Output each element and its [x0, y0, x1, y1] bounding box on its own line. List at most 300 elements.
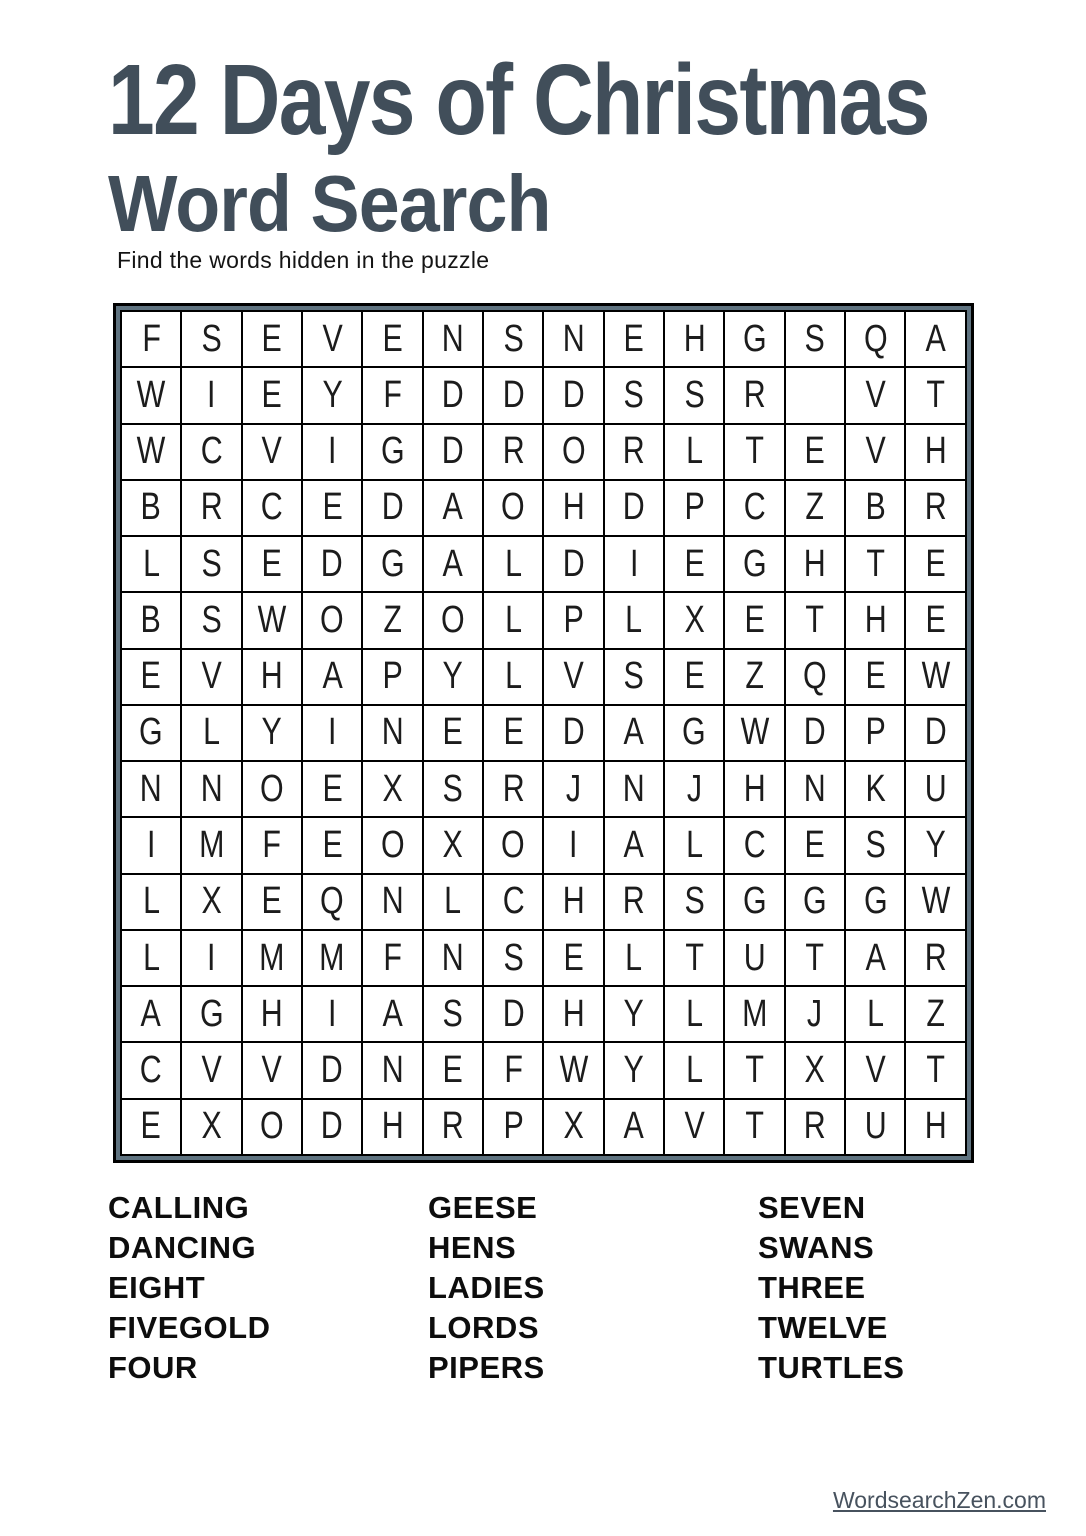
grid-letter: S	[503, 317, 524, 360]
grid-letter: Y	[442, 655, 464, 698]
grid-cell	[604, 761, 664, 817]
grid-letter: Y	[261, 711, 282, 754]
grid-cell	[664, 311, 724, 367]
grid-letter: T	[745, 430, 764, 473]
grid-letter: T	[684, 936, 704, 979]
grid-row	[121, 311, 966, 367]
grid-cell	[181, 705, 241, 761]
grid-cell	[302, 480, 362, 536]
grid-cell	[604, 311, 664, 367]
grid-cell	[543, 817, 603, 873]
word-list-column	[108, 1188, 428, 1388]
grid-letter: E	[322, 824, 343, 867]
grid-cell	[845, 705, 905, 761]
grid-cell	[845, 424, 905, 480]
grid-letter: W	[740, 711, 769, 754]
grid-letter: R	[200, 486, 223, 529]
grid-cell	[121, 592, 181, 648]
grid-letter: L	[685, 430, 703, 473]
grid-letter: N	[441, 317, 464, 360]
grid-letter: L	[142, 880, 160, 923]
grid-letter: N	[381, 880, 404, 923]
grid-cell	[905, 930, 966, 986]
grid-letter: S	[201, 317, 222, 360]
grid-row	[121, 1042, 966, 1098]
grid-cell	[664, 1099, 724, 1155]
grid-letter: A	[623, 711, 645, 754]
grid-letter: O	[501, 824, 526, 867]
grid-letter: O	[501, 486, 526, 529]
grid-cell	[181, 817, 241, 873]
grid-row	[121, 930, 966, 986]
grid-cell	[302, 874, 362, 930]
word-list-item: LORDS	[428, 1310, 539, 1345]
grid-cell	[664, 986, 724, 1042]
grid-letter: S	[201, 598, 222, 641]
grid-letter: O	[380, 824, 405, 867]
grid-letter: C	[743, 824, 766, 867]
grid-letter: I	[207, 936, 216, 979]
grid-cell	[181, 536, 241, 592]
grid-letter: V	[563, 655, 584, 698]
grid-cell	[845, 874, 905, 930]
grid-cell	[785, 480, 845, 536]
grid-cell	[664, 705, 724, 761]
grid-cell	[483, 367, 543, 423]
grid-cell	[302, 930, 362, 986]
grid-letter: H	[803, 542, 826, 585]
grid-cell	[302, 817, 362, 873]
grid-letter: I	[327, 711, 337, 754]
grid-cell	[121, 367, 181, 423]
grid-letter: E	[141, 655, 162, 698]
grid-letter: X	[804, 1049, 826, 1092]
grid-cell	[905, 1042, 966, 1098]
grid-row	[121, 874, 966, 930]
grid-row	[121, 817, 966, 873]
grid-letter: L	[685, 992, 703, 1035]
grid-cell	[785, 536, 845, 592]
grid-cell	[724, 986, 784, 1042]
word-list-item: FOUR	[108, 1350, 198, 1385]
grid-cell	[724, 480, 784, 536]
grid-cell	[845, 817, 905, 873]
grid-letter: V	[865, 373, 886, 416]
grid-letter: D	[321, 542, 344, 585]
grid-cell	[543, 592, 603, 648]
grid-letter: A	[382, 992, 403, 1035]
grid-cell	[724, 367, 784, 423]
grid-letter: E	[442, 1049, 464, 1092]
grid-cell	[845, 311, 905, 367]
grid-letter: S	[442, 992, 464, 1035]
grid-letter: X	[684, 598, 705, 641]
grid-cell	[785, 986, 845, 1042]
grid-letter: H	[743, 767, 766, 810]
grid-cell	[604, 986, 664, 1042]
grid-letter: W	[136, 430, 166, 473]
grid-cell	[362, 874, 422, 930]
grid-letter: N	[803, 767, 826, 810]
grid-cell	[423, 649, 483, 705]
grid-letter: L	[444, 880, 462, 923]
grid-letter: J	[686, 767, 702, 810]
grid-cell	[181, 592, 241, 648]
grid-letter: Y	[322, 373, 343, 416]
grid-cell	[905, 536, 966, 592]
grid-letter: V	[261, 1049, 282, 1092]
grid-cell	[483, 705, 543, 761]
grid-cell	[724, 705, 784, 761]
grid-letter: I	[146, 824, 156, 867]
grid-letter: D	[381, 486, 404, 529]
grid-letter: J	[565, 767, 582, 810]
grid-letter: C	[140, 1049, 163, 1092]
grid-cell	[785, 1042, 845, 1098]
grid-letter: C	[200, 430, 223, 473]
grid-letter: A	[623, 1105, 645, 1148]
grid-letter: B	[865, 486, 886, 529]
grid-cell	[362, 761, 422, 817]
grid-letter: M	[319, 936, 345, 979]
word-list-item: TURTLES	[758, 1350, 905, 1385]
grid-letter: E	[141, 1105, 162, 1148]
grid-letter: I	[207, 373, 216, 416]
grid-cell	[543, 480, 603, 536]
grid-cell	[785, 311, 845, 367]
grid-letter: G	[863, 880, 888, 923]
grid-letter: N	[562, 317, 585, 360]
grid-letter: H	[924, 430, 947, 473]
grid-cell	[724, 649, 784, 705]
grid-cell	[242, 367, 302, 423]
grid-letter: H	[683, 317, 706, 360]
grid-cell	[785, 930, 845, 986]
grid-letter: N	[200, 767, 223, 810]
grid-letter: S	[623, 373, 645, 416]
grid-row	[121, 367, 966, 423]
grid-cell	[604, 930, 664, 986]
grid-cell	[543, 424, 603, 480]
grid-cell	[121, 649, 181, 705]
grid-letter: D	[562, 542, 585, 585]
grid-letter: R	[622, 880, 645, 923]
grid-cell	[905, 311, 966, 367]
grid-cell	[785, 705, 845, 761]
word-list-item: DANCING	[108, 1230, 257, 1265]
grid-cell	[604, 874, 664, 930]
grid-letter: U	[924, 767, 947, 810]
grid-letter: T	[745, 1049, 764, 1092]
grid-letter: I	[569, 824, 578, 867]
grid-letter: G	[199, 992, 224, 1035]
grid-letter: N	[622, 767, 645, 810]
grid-cell	[423, 817, 483, 873]
grid-letter: V	[865, 430, 886, 473]
grid-letter: M	[198, 824, 225, 867]
grid-cell	[302, 536, 362, 592]
grid-cell	[543, 649, 603, 705]
grid-letter: I	[327, 430, 337, 473]
grid-letter: M	[741, 992, 768, 1035]
grid-cell	[423, 424, 483, 480]
grid-cell	[664, 1042, 724, 1098]
grid-cell	[302, 424, 362, 480]
grid-letter: L	[504, 655, 522, 698]
word-search-grid	[113, 303, 974, 1163]
grid-letter: H	[562, 992, 585, 1035]
grid-letter: O	[561, 430, 586, 473]
grid-letter: D	[562, 373, 585, 416]
grid-letter: L	[625, 936, 643, 979]
grid-letter: U	[743, 936, 766, 979]
grid-cell	[302, 761, 362, 817]
grid-letter: O	[320, 598, 345, 641]
grid-cell	[423, 986, 483, 1042]
grid-cell	[302, 705, 362, 761]
grid-letter: G	[742, 880, 767, 923]
word-list-column	[428, 1188, 758, 1388]
grid-cell	[724, 1099, 784, 1155]
grid-cell	[785, 817, 845, 873]
grid-letter: V	[865, 1049, 886, 1092]
grid-letter: G	[742, 542, 767, 585]
grid-letter: R	[924, 486, 947, 529]
grid-cell	[845, 1042, 905, 1098]
grid-letter: W	[559, 1049, 588, 1092]
grid-letter: H	[381, 1105, 404, 1148]
grid-letter: X	[442, 824, 464, 867]
grid-cell	[724, 930, 784, 986]
grid-cell	[905, 649, 966, 705]
grid-cell	[181, 311, 241, 367]
grid-cell	[423, 311, 483, 367]
grid-cell	[242, 424, 302, 480]
grid-cell	[845, 986, 905, 1042]
word-list-item: EIGHT	[108, 1270, 206, 1305]
grid-letter: C	[743, 486, 766, 529]
grid-letter: O	[441, 598, 465, 641]
grid-letter: T	[926, 373, 946, 416]
grid-letter: D	[441, 430, 464, 473]
grid-letter: T	[866, 542, 885, 585]
grid-cell	[242, 761, 302, 817]
grid-letter: H	[924, 1105, 947, 1148]
grid-cell	[724, 817, 784, 873]
word-list-column	[758, 1188, 904, 1388]
grid-cell	[242, 592, 302, 648]
grid-letter: E	[261, 373, 282, 416]
word-grid-table	[120, 310, 967, 1156]
grid-letter: W	[136, 373, 166, 416]
grid-letter: M	[259, 936, 285, 979]
grid-cell	[242, 986, 302, 1042]
grid-letter: E	[503, 711, 524, 754]
grid-cell	[181, 480, 241, 536]
grid-letter: Q	[320, 880, 345, 923]
grid-cell	[724, 874, 784, 930]
grid-cell	[845, 761, 905, 817]
grid-letter: W	[257, 598, 287, 641]
grid-letter: E	[261, 542, 282, 585]
grid-cell	[121, 424, 181, 480]
grid-cell	[483, 592, 543, 648]
grid-cell	[664, 480, 724, 536]
grid-cell	[604, 1042, 664, 1098]
grid-cell	[604, 705, 664, 761]
grid-letter: A	[623, 824, 645, 867]
grid-cell	[362, 536, 422, 592]
grid-letter: D	[803, 711, 826, 754]
grid-letter: F	[503, 1049, 523, 1092]
grid-cell	[664, 649, 724, 705]
grid-cell	[724, 311, 784, 367]
grid-letter: E	[442, 711, 464, 754]
grid-letter: E	[804, 430, 826, 473]
grid-cell	[483, 761, 543, 817]
grid-cell	[181, 649, 241, 705]
grid-cell	[242, 480, 302, 536]
grid-cell	[121, 705, 181, 761]
grid-cell	[543, 311, 603, 367]
grid-cell	[423, 705, 483, 761]
grid-cell	[845, 367, 905, 423]
grid-letter: J	[807, 992, 823, 1035]
grid-cell	[785, 874, 845, 930]
grid-letter: U	[864, 1105, 887, 1148]
grid-letter: V	[201, 1049, 222, 1092]
grid-cell	[604, 480, 664, 536]
word-list-item: CALLING	[108, 1190, 250, 1225]
word-list-item: FIVEGOLD	[108, 1310, 271, 1345]
grid-letter: B	[141, 486, 162, 529]
grid-letter: V	[684, 1105, 705, 1148]
grid-cell	[483, 817, 543, 873]
word-list-item: LADIES	[428, 1270, 545, 1305]
grid-cell	[905, 817, 966, 873]
grid-letter: Q	[803, 655, 827, 698]
grid-letter: G	[380, 542, 405, 585]
grid-letter: Z	[926, 992, 946, 1035]
grid-letter: E	[382, 317, 403, 360]
grid-cell	[423, 592, 483, 648]
grid-letter: N	[140, 767, 163, 810]
grid-letter: G	[803, 880, 827, 923]
grid-letter: H	[260, 655, 283, 698]
grid-cell	[785, 592, 845, 648]
grid-letter: E	[563, 936, 584, 979]
grid-letter: D	[562, 711, 585, 754]
grid-cell	[181, 1042, 241, 1098]
grid-cell	[423, 1042, 483, 1098]
grid-letter: E	[261, 880, 282, 923]
grid-letter: Y	[623, 1049, 645, 1092]
grid-letter: S	[804, 317, 826, 360]
grid-letter: D	[441, 373, 464, 416]
grid-cell	[423, 930, 483, 986]
grid-letter: S	[442, 767, 464, 810]
grid-cell	[905, 705, 966, 761]
grid-cell	[242, 817, 302, 873]
grid-cell	[362, 592, 422, 648]
grid-cell	[543, 705, 603, 761]
grid-cell	[242, 705, 302, 761]
page-subtitle-title: Word Search	[108, 159, 551, 248]
grid-letter: K	[865, 767, 886, 810]
grid-cell	[543, 1099, 603, 1155]
grid-cell	[724, 424, 784, 480]
grid-cell	[242, 536, 302, 592]
instructions-text: Find the words hidden in the puzzle	[117, 247, 490, 273]
grid-cell	[362, 1042, 422, 1098]
grid-cell	[664, 761, 724, 817]
grid-letter: S	[503, 936, 524, 979]
grid-letter: D	[622, 486, 645, 529]
grid-letter: L	[142, 542, 160, 585]
grid-cell	[905, 761, 966, 817]
grid-cell	[543, 761, 603, 817]
grid-letter: G	[742, 317, 767, 360]
grid-letter: I	[327, 992, 337, 1035]
grid-letter: R	[743, 373, 766, 416]
grid-letter: R	[502, 767, 525, 810]
grid-letter: T	[805, 598, 825, 641]
grid-letter: E	[865, 655, 886, 698]
grid-cell	[724, 592, 784, 648]
grid-cell	[905, 592, 966, 648]
grid-cell	[905, 1099, 966, 1155]
grid-cell	[724, 1042, 784, 1098]
grid-cell	[302, 1042, 362, 1098]
grid-letter: S	[201, 542, 222, 585]
grid-letter: H	[562, 486, 585, 529]
grid-cell	[604, 424, 664, 480]
footer-link[interactable]: WordsearchZen.com	[832, 1487, 1046, 1513]
grid-letter: R	[924, 936, 947, 979]
grid-row	[121, 1099, 966, 1155]
grid-letter: O	[260, 767, 284, 810]
grid-letter: C	[502, 880, 525, 923]
grid-cell	[121, 930, 181, 986]
word-list-item: TWELVE	[758, 1310, 888, 1345]
grid-letter: F	[383, 936, 402, 979]
grid-letter: O	[260, 1105, 284, 1148]
grid-cell	[905, 874, 966, 930]
grid-letter: Z	[745, 655, 764, 698]
grid-letter: Q	[863, 317, 888, 360]
grid-cell	[181, 367, 241, 423]
grid-letter: P	[503, 1105, 524, 1148]
grid-cell	[181, 930, 241, 986]
grid-letter: G	[139, 711, 163, 754]
grid-cell	[181, 424, 241, 480]
grid-cell	[664, 367, 724, 423]
grid-row	[121, 536, 966, 592]
grid-cell	[905, 986, 966, 1042]
grid-letter: I	[629, 542, 639, 585]
grid-cell	[302, 311, 362, 367]
grid-letter: P	[382, 655, 403, 698]
grid-letter: T	[745, 1105, 764, 1148]
grid-row	[121, 592, 966, 648]
grid-cell	[905, 424, 966, 480]
grid-letter: R	[502, 430, 525, 473]
grid-cell	[302, 367, 362, 423]
grid-cell	[664, 930, 724, 986]
grid-letter: W	[921, 655, 951, 698]
grid-cell	[905, 480, 966, 536]
grid-letter: Y	[925, 824, 946, 867]
